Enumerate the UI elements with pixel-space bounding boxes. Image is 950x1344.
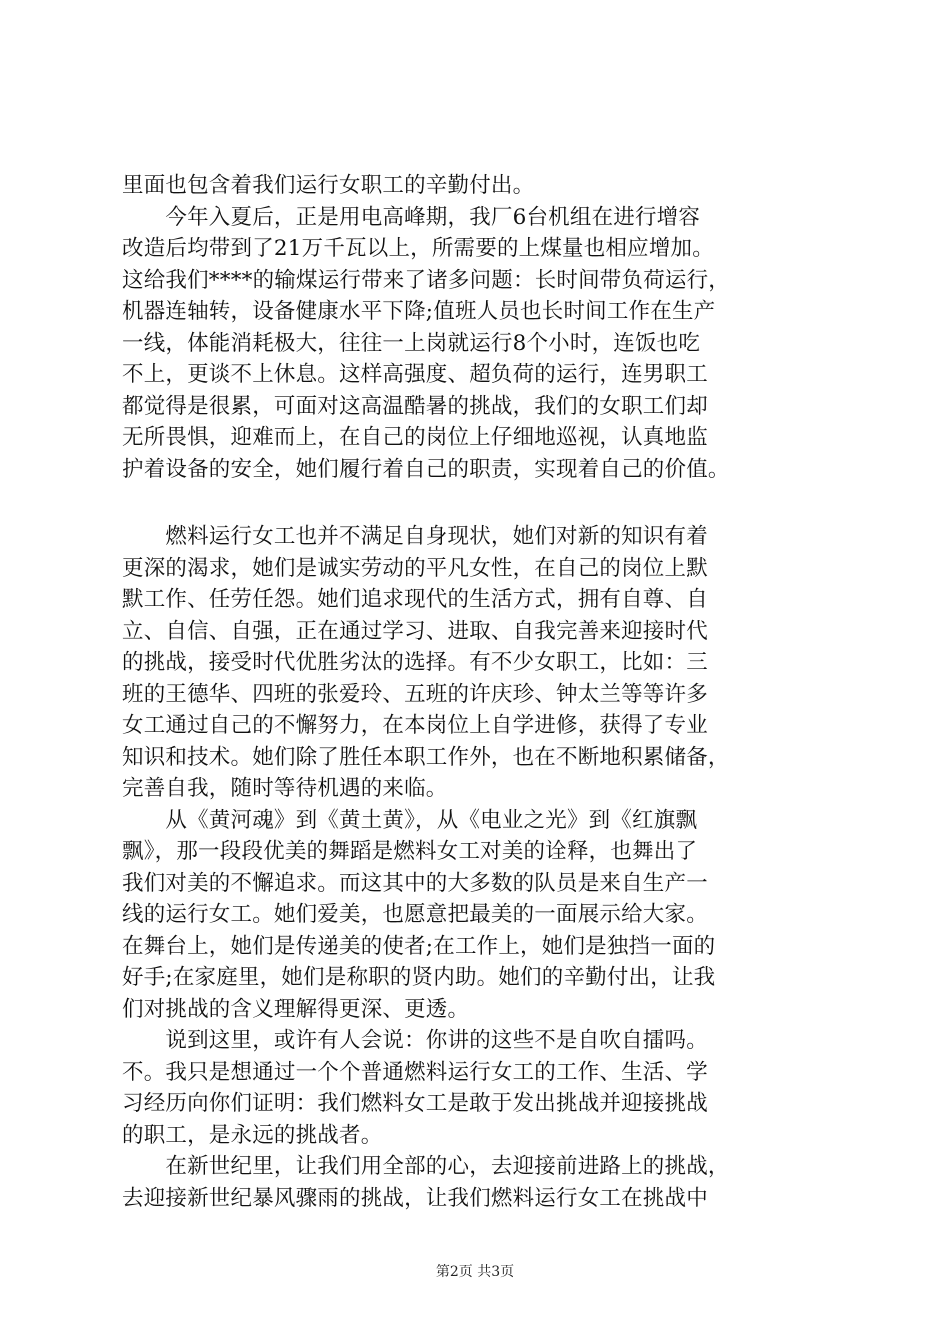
text-line: 都觉得是很累，可面对这高温酷暑的挑战，我们的女职工们却	[122, 393, 708, 419]
text-line: 们对挑战的含义理解得更深、更透。	[122, 996, 470, 1022]
text-line: 在舞台上，她们是传递美的使者;在工作上，她们是独挡一面的	[122, 933, 716, 959]
text-line: 机器连轴转，设备健康水平下降;值班人员也长时间工作在生产	[122, 299, 716, 324]
text-line: 不上，更谈不上休息。这样高强度、超负荷的运行，连男职工	[122, 362, 708, 387]
text-line: 好手;在家庭里，她们是称职的贤内助。她们的辛勤付出，让我	[122, 965, 716, 990]
text-line: 去迎接新世纪暴风骤雨的挑战，让我们燃料运行女工在挑战中	[122, 1185, 708, 1211]
text-line: 更深的渴求，她们是诚实劳动的平凡女性，在自己的岗位上默	[122, 555, 708, 581]
text-line: 习经历向你们证明：我们燃料女工是敢于发出挑战并迎接挑战	[122, 1091, 708, 1116]
text-line: 不。我只是想通过一个个普通燃料运行女工的工作、生活、学	[122, 1059, 708, 1085]
text-line: 这给我们****的输煤运行带来了诸多问题：长时间带负荷运行，	[122, 267, 731, 293]
text-line: 立、自信、自强，正在通过学习、进取、自我完善来迎接时代	[122, 618, 708, 644]
page-indicator: 第2页 共3页	[435, 1264, 515, 1280]
text-line: 班的王德华、四班的张爱玲、五班的许庆珍、钟太兰等等许多	[122, 681, 708, 707]
text-line: 知识和技术。她们除了胜任本职工作外，也在不断地积累储备，	[122, 744, 730, 770]
text-line: 在新世纪里，让我们用全部的心，去迎接前进路上的挑战，	[122, 1154, 730, 1179]
text-line: 的挑战，接受时代优胜劣汰的选择。有不少女职工，比如：三	[122, 650, 708, 675]
body-text	[122, 170, 832, 1214]
text-line: 我们对美的不懈追求。而这其中的大多数的队员是来自生产一	[122, 870, 708, 896]
text-line: 一线，体能消耗极大，往往一上岗就运行8个小时，连饭也吃	[122, 330, 701, 356]
text-line: 里面也包含着我们运行女职工的辛勤付出。	[122, 173, 535, 198]
text-line: 改造后均带到了21万千瓦以上，所需要的上煤量也相应增加。	[122, 236, 714, 261]
text-line: 从《黄河魂》到《黄土黄》，从《电业之光》到《红旗飘	[122, 807, 698, 833]
text-line: 线的运行女工。她们爱美，也愿意把最美的一面展示给大家。	[122, 902, 708, 927]
text-line: 默工作、任劳任怨。她们追求现代的生活方式，拥有自尊、自	[122, 587, 708, 612]
text-line: 无所畏惧，迎难而上，在自己的岗位上仔细地巡视，认真地监	[122, 425, 708, 450]
text-line: 说到这里，或许有人会说：你讲的这些不是自吹自擂吗。	[122, 1028, 708, 1053]
text-line: 燃料运行女工也并不满足自身现状，她们对新的知识有着	[122, 524, 708, 549]
text-line: 护着设备的安全，她们履行着自己的职责，实现着自己的价值。	[122, 456, 730, 482]
text-line: 完善自我，随时等待机遇的来临。	[122, 776, 448, 801]
text-line: 今年入夏后，正是用电高峰期，我厂6台机组在进行增容	[122, 204, 701, 230]
text-line: 的职工，是永远的挑战者。	[122, 1122, 383, 1148]
text-line: 女工通过自己的不懈努力，在本岗位上自学进修，获得了专业	[122, 713, 708, 738]
paragraph-gap	[122, 485, 832, 521]
page-footer	[0, 1262, 950, 1282]
text-line: 飘》，那一段段优美的舞蹈是燃料女工对美的诠释，也舞出了	[122, 839, 698, 864]
